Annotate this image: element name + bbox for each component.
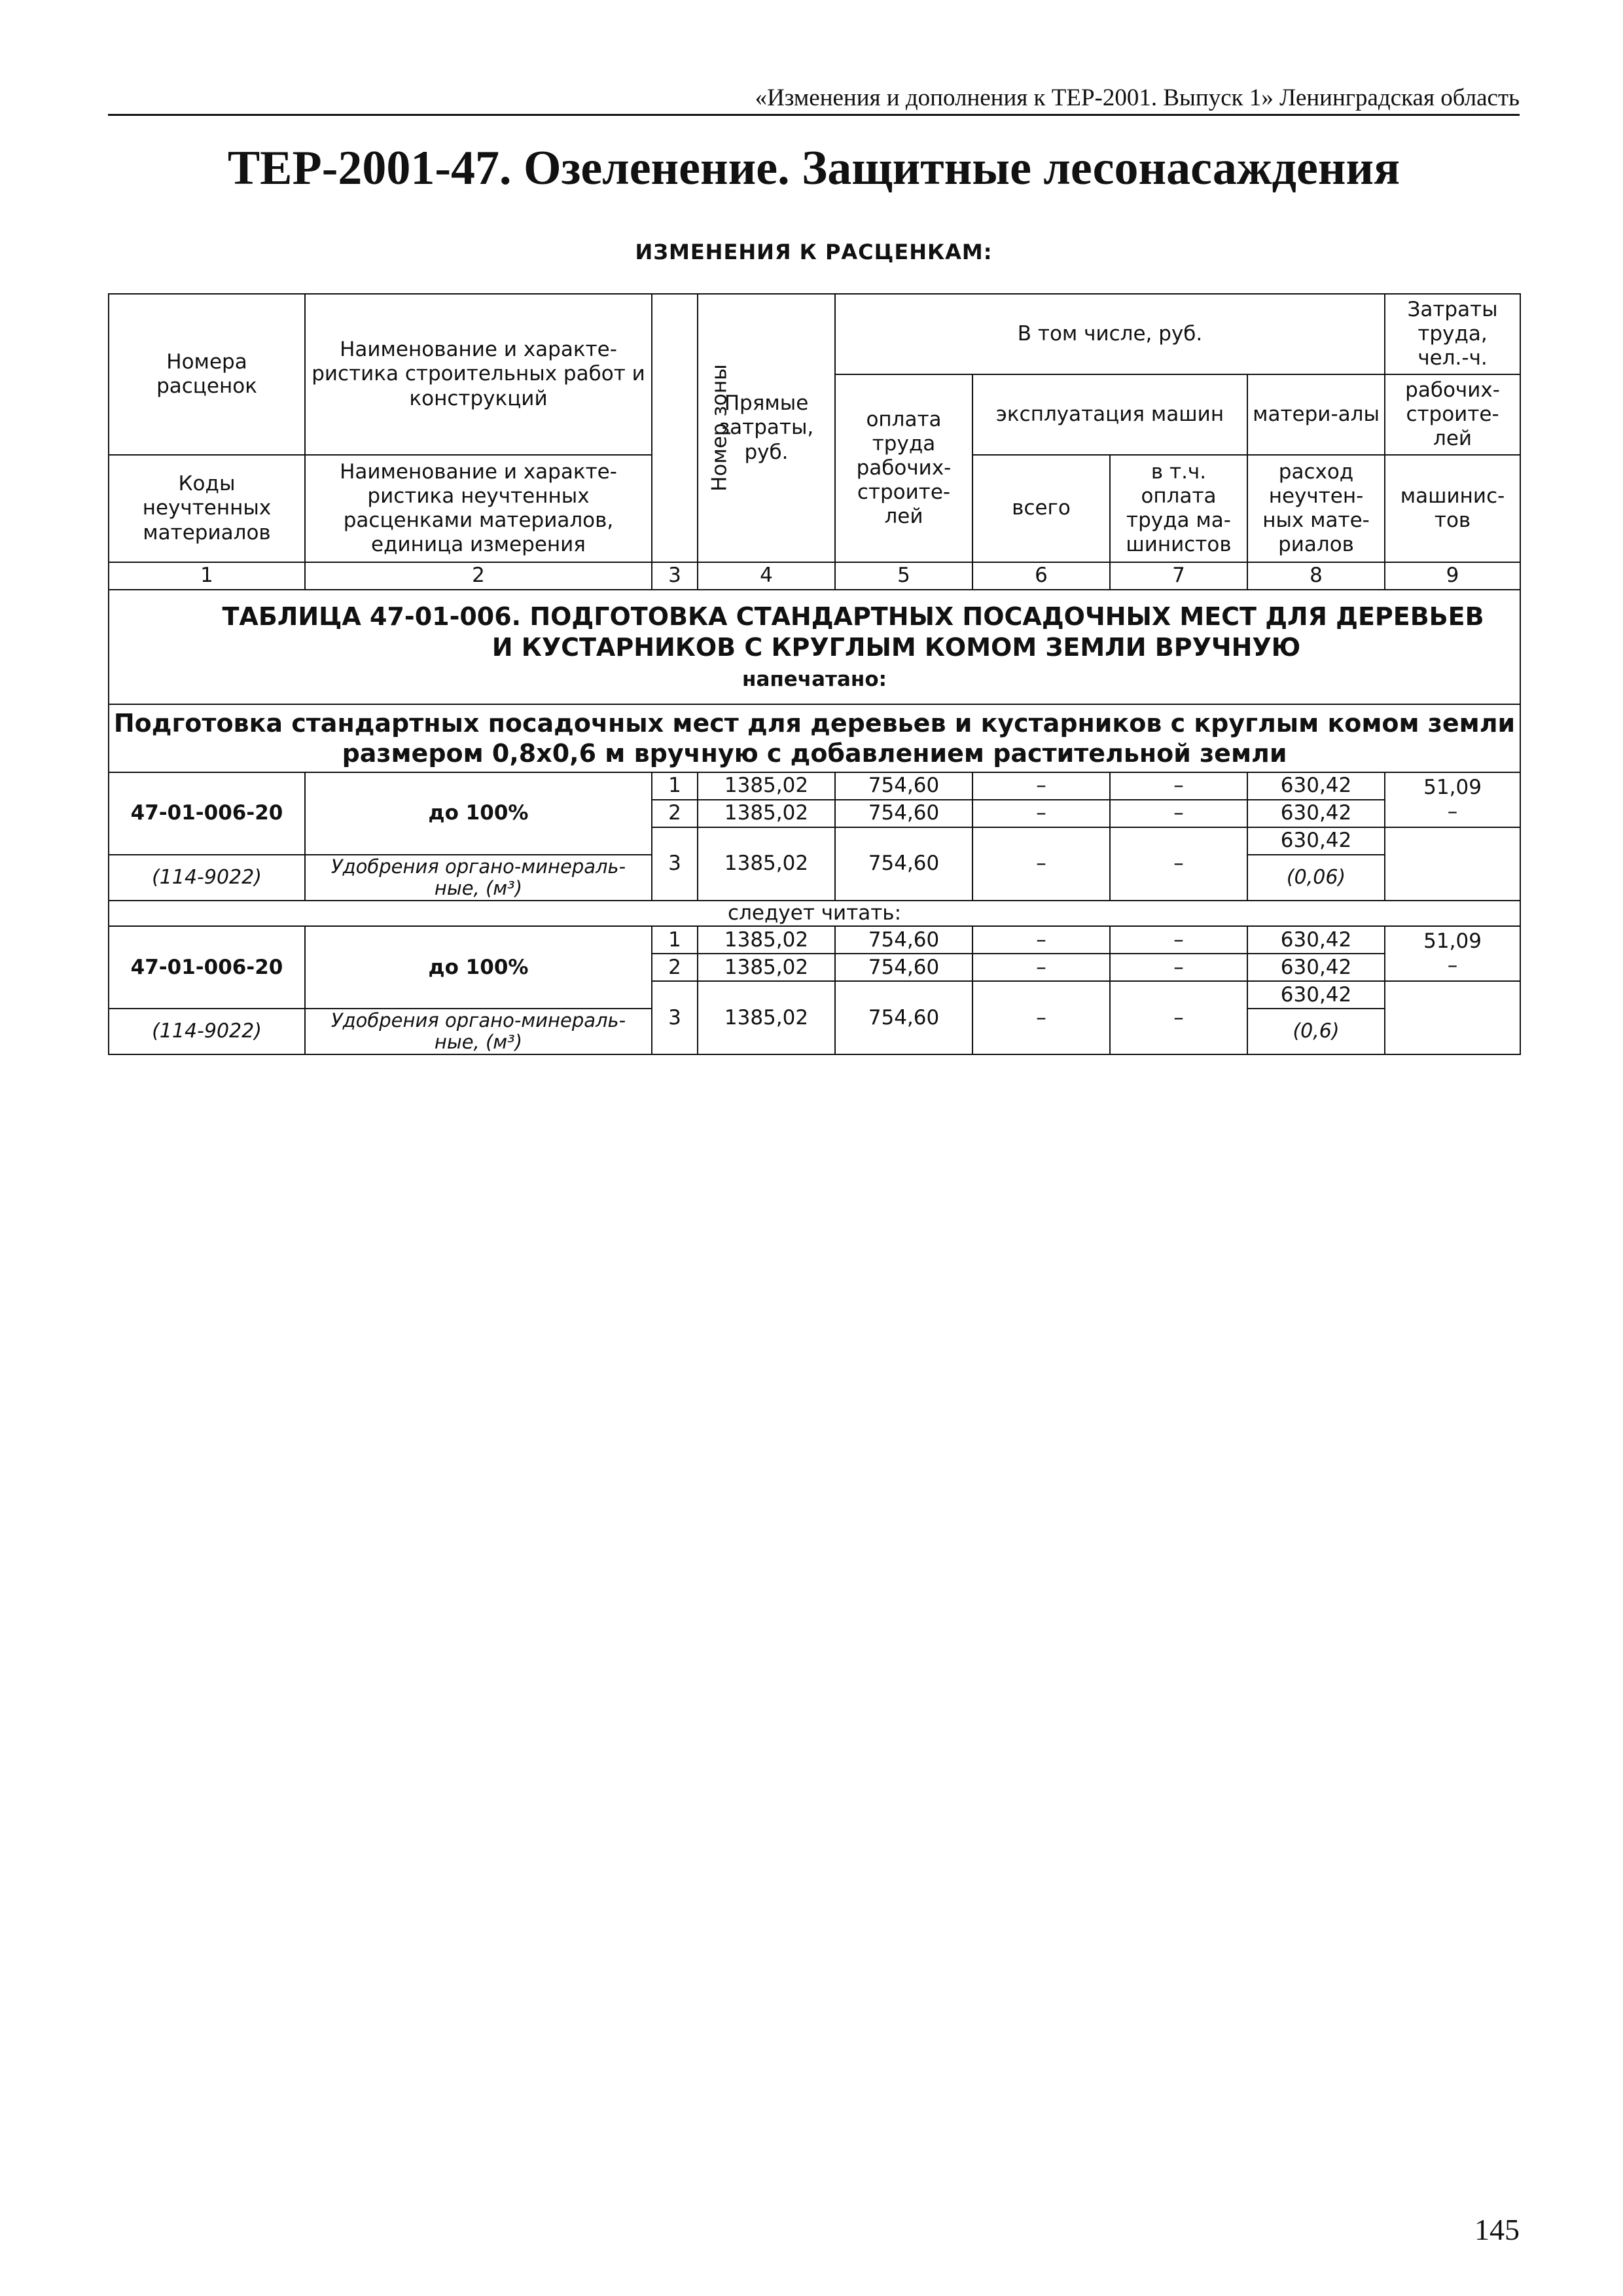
materials-cell: 630,42 — [1247, 827, 1385, 855]
header-direct-costs: Прямые затраты, руб. — [698, 294, 835, 562]
header-machinists-labor: машинис-тов — [1385, 455, 1520, 562]
labor-cell — [1385, 772, 1520, 827]
machinists-cell: – — [1110, 954, 1247, 981]
header-workers-pay: оплата труда рабочих-строите-лей — [835, 374, 972, 562]
column-number-row — [109, 562, 1520, 590]
machines-cell: – — [972, 954, 1110, 981]
materials-cell: 630,42 — [1247, 800, 1385, 827]
section-title: ИЗМЕНЕНИЯ К РАСЦЕНКАМ: — [635, 240, 993, 264]
rate-code: 47-01-006-20 — [109, 926, 305, 1009]
material-name: Удобрения органо-минераль-ные, (м³) — [305, 855, 652, 901]
header-material-codes: Коды неучтенных материалов — [109, 455, 305, 562]
materials-cell: 630,42 — [1247, 772, 1385, 800]
labor-cell-empty — [1385, 981, 1520, 1054]
zone-cell: 3 — [652, 827, 698, 901]
table-row — [109, 926, 1520, 954]
direct-cost-cell: 1385,02 — [698, 800, 835, 827]
header-machines-total: всего — [972, 455, 1110, 562]
header-machinists-pay: в т.ч. оплата труда ма-шинистов — [1110, 455, 1247, 562]
column-number: 4 — [698, 562, 835, 590]
column-number: 5 — [835, 562, 972, 590]
column-number: 8 — [1247, 562, 1385, 590]
header-rate-numbers: Номера расценок — [109, 294, 305, 455]
table-title-line-2: И КУСТАРНИКОВ С КРУГЛЫМ КОМОМ ЗЕМЛИ ВРУЧНУЮ — [491, 632, 1301, 662]
column-number: 1 — [109, 562, 305, 590]
labor-machinists-value: – — [1447, 954, 1458, 978]
material-consumption: (0,06) — [1247, 855, 1385, 901]
machinists-cell: – — [1110, 800, 1247, 827]
machinists-cell: – — [1110, 926, 1247, 954]
pay-cell: 754,60 — [835, 827, 972, 901]
pay-cell: 754,60 — [835, 981, 972, 1054]
table-row — [109, 772, 1520, 800]
zone-cell: 1 — [652, 772, 698, 800]
machines-cell: – — [972, 981, 1110, 1054]
document-title: ТЕР-2001-47. Озеленение. Защитные лесонасаждения — [227, 141, 1400, 195]
should-read-label: следует читать: — [109, 901, 1520, 926]
labor-cell — [1385, 926, 1520, 981]
zone-number-label: Номер зоны — [707, 364, 732, 492]
material-name: Удобрения органо-минераль-ные, (м³) — [305, 1009, 652, 1054]
should-read-row — [109, 901, 1520, 926]
direct-cost-cell: 1385,02 — [698, 954, 835, 981]
column-number: 2 — [305, 562, 652, 590]
header-material-name: Наименование и характе-ристика неучтенных расценками материалов, единица измерения — [305, 455, 652, 562]
material-consumption: (0,6) — [1247, 1009, 1385, 1054]
material-code: (114-9022) — [109, 1009, 305, 1054]
materials-cell: 630,42 — [1247, 981, 1385, 1009]
zone-cell: 3 — [652, 981, 698, 1054]
machinists-cell: – — [1110, 981, 1247, 1054]
zone-cell: 1 — [652, 926, 698, 954]
materials-cell: 630,42 — [1247, 926, 1385, 954]
column-number: 7 — [1110, 562, 1247, 590]
header-workers-labor: рабочих-строите-лей — [1385, 374, 1520, 455]
pay-cell: 754,60 — [835, 800, 972, 827]
zone-cell: 2 — [652, 954, 698, 981]
machines-cell: – — [972, 926, 1110, 954]
table-title-line-1: ТАБЛИЦА 47-01-006. ПОДГОТОВКА СТАНДАРТНЫХ ПОСАДОЧНЫХ МЕСТ ДЛЯ ДЕРЕВЬЕВ — [222, 602, 1484, 632]
table-header-row — [109, 294, 1520, 374]
header-work-name: Наименование и характе-ристика строительных работ и конструкций — [305, 294, 652, 455]
table-title-row — [109, 590, 1520, 704]
rates-table — [108, 293, 1521, 1055]
labor-workers-value: 51,09 — [1423, 929, 1482, 953]
header-rule — [108, 114, 1520, 116]
machinists-cell: – — [1110, 772, 1247, 800]
rate-subheading: Подготовка стандартных посадочных мест для деревьев и кустарников с круглым комом земли размером 0,8х0,6 м вручную с добавлением растительной земли — [109, 704, 1520, 772]
page-number: 145 — [1474, 2213, 1520, 2246]
header-materials: матери-алы — [1247, 374, 1385, 455]
header-including: В том числе, руб. — [835, 294, 1385, 374]
direct-cost-cell: 1385,02 — [698, 981, 835, 1054]
pay-cell: 754,60 — [835, 954, 972, 981]
column-number: 3 — [652, 562, 698, 590]
labor-machinists-value: – — [1447, 800, 1458, 823]
pay-cell: 754,60 — [835, 772, 972, 800]
rate-name: до 100% — [305, 772, 652, 855]
running-header: «Изменения и дополнения к ТЕР-2001. Выпуск 1» Ленинградская область — [755, 84, 1520, 111]
labor-cell-empty — [1385, 827, 1520, 901]
machines-cell: – — [972, 827, 1110, 901]
direct-cost-cell: 1385,02 — [698, 772, 835, 800]
rate-code: 47-01-006-20 — [109, 772, 305, 855]
direct-cost-cell: 1385,02 — [698, 926, 835, 954]
table-title — [109, 590, 1520, 704]
header-labor-costs: Затраты труда, чел.-ч. — [1385, 294, 1520, 374]
machines-cell: – — [972, 800, 1110, 827]
printed-label: напечатано: — [742, 667, 887, 691]
subheading-row — [109, 704, 1520, 772]
header-zone-number — [652, 294, 732, 562]
machinists-cell: – — [1110, 827, 1247, 901]
pay-cell: 754,60 — [835, 926, 972, 954]
machines-cell: – — [972, 772, 1110, 800]
labor-workers-value: 51,09 — [1423, 775, 1482, 799]
rate-name: до 100% — [305, 926, 652, 1009]
column-number: 6 — [972, 562, 1110, 590]
materials-cell: 630,42 — [1247, 954, 1385, 981]
material-code: (114-9022) — [109, 855, 305, 901]
column-number: 9 — [1385, 562, 1520, 590]
header-machines: эксплуатация машин — [972, 374, 1247, 455]
zone-cell: 2 — [652, 800, 698, 827]
header-material-consumption: расход неучтен-ных мате-риалов — [1247, 455, 1385, 562]
direct-cost-cell: 1385,02 — [698, 827, 835, 901]
